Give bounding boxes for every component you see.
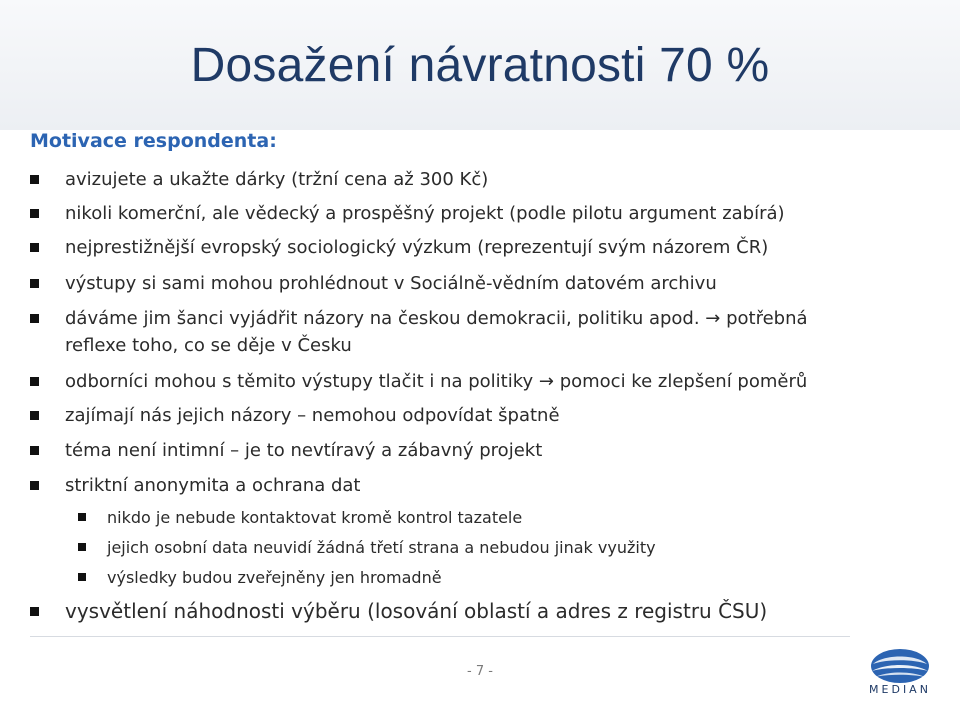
bullet-text: odborníci mohou s těmito výstupy tlačit i na politiky → pomoci ke zlepšení poměrů	[65, 371, 808, 392]
bullet-item	[30, 200, 785, 227]
bullet-text: výsledky budou zveřejněny jen hromadně	[107, 568, 442, 587]
bullet-item	[30, 598, 767, 625]
square-bullet-icon	[30, 377, 39, 386]
square-bullet-icon	[30, 411, 39, 420]
sub-bullet-item	[78, 566, 442, 590]
square-bullet-icon	[78, 543, 86, 551]
bullet-item	[30, 305, 860, 359]
square-bullet-icon	[30, 175, 39, 184]
sub-bullet-item	[78, 506, 522, 530]
bullet-item	[30, 166, 488, 193]
square-bullet-icon	[30, 279, 39, 288]
bullet-text: vysvětlení náhodnosti výběru (losování oblastí a adres z registru ČSU)	[65, 599, 768, 623]
bullet-text: výstupy si sami mohou prohlédnout v Sociálně-vědním datovém archivu	[65, 273, 717, 294]
square-bullet-icon	[30, 314, 39, 323]
bullet-text: jejich osobní data neuvidí žádná třetí strana a nebudou jinak využity	[107, 538, 656, 557]
square-bullet-icon	[30, 243, 39, 252]
square-bullet-icon	[78, 513, 86, 521]
slide-subtitle: Motivace respondenta:	[30, 130, 277, 152]
slide-title: Dosažení návratnosti 70 %	[190, 39, 770, 92]
logo-text: MEDIAN	[869, 683, 931, 696]
footer-divider	[30, 636, 850, 637]
bullet-text: avizujete a ukažte dárky (tržní cena až 300 Kč)	[65, 169, 489, 190]
square-bullet-icon	[30, 446, 39, 455]
square-bullet-icon	[30, 209, 39, 218]
bullet-text: striktní anonymita a ochrana dat	[65, 475, 361, 496]
bullet-text: nikdo je nebude kontaktovat kromě kontrol tazatele	[107, 508, 523, 527]
bullet-text: zajímají nás jejich názory – nemohou odpovídat špatně	[65, 405, 560, 426]
page-number: - 7 -	[467, 664, 493, 679]
bullet-item	[30, 368, 807, 395]
bullet-item	[30, 234, 768, 261]
bullet-item	[30, 402, 560, 429]
square-bullet-icon	[78, 573, 86, 581]
bullet-item	[30, 437, 542, 464]
square-bullet-icon	[30, 481, 39, 490]
bullet-text: dáváme jim šanci vyjádřit názory na českou demokracii, politiku apod. → potřebná reflexe toho, co se děje v Česku	[65, 308, 808, 356]
bullet-text: nikoli komerční, ale vědecký a prospěšný projekt (podle pilotu argument zabírá)	[65, 203, 785, 224]
sub-bullet-item	[78, 536, 656, 560]
bullet-item	[30, 472, 360, 499]
bullet-text: nejprestižnější evropský sociologický výzkum (reprezentují svým názorem ČR)	[65, 237, 769, 258]
square-bullet-icon	[30, 607, 39, 616]
bullet-item	[30, 270, 717, 297]
bullet-text: téma není intimní – je to nevtíravý a zábavný projekt	[65, 440, 543, 461]
